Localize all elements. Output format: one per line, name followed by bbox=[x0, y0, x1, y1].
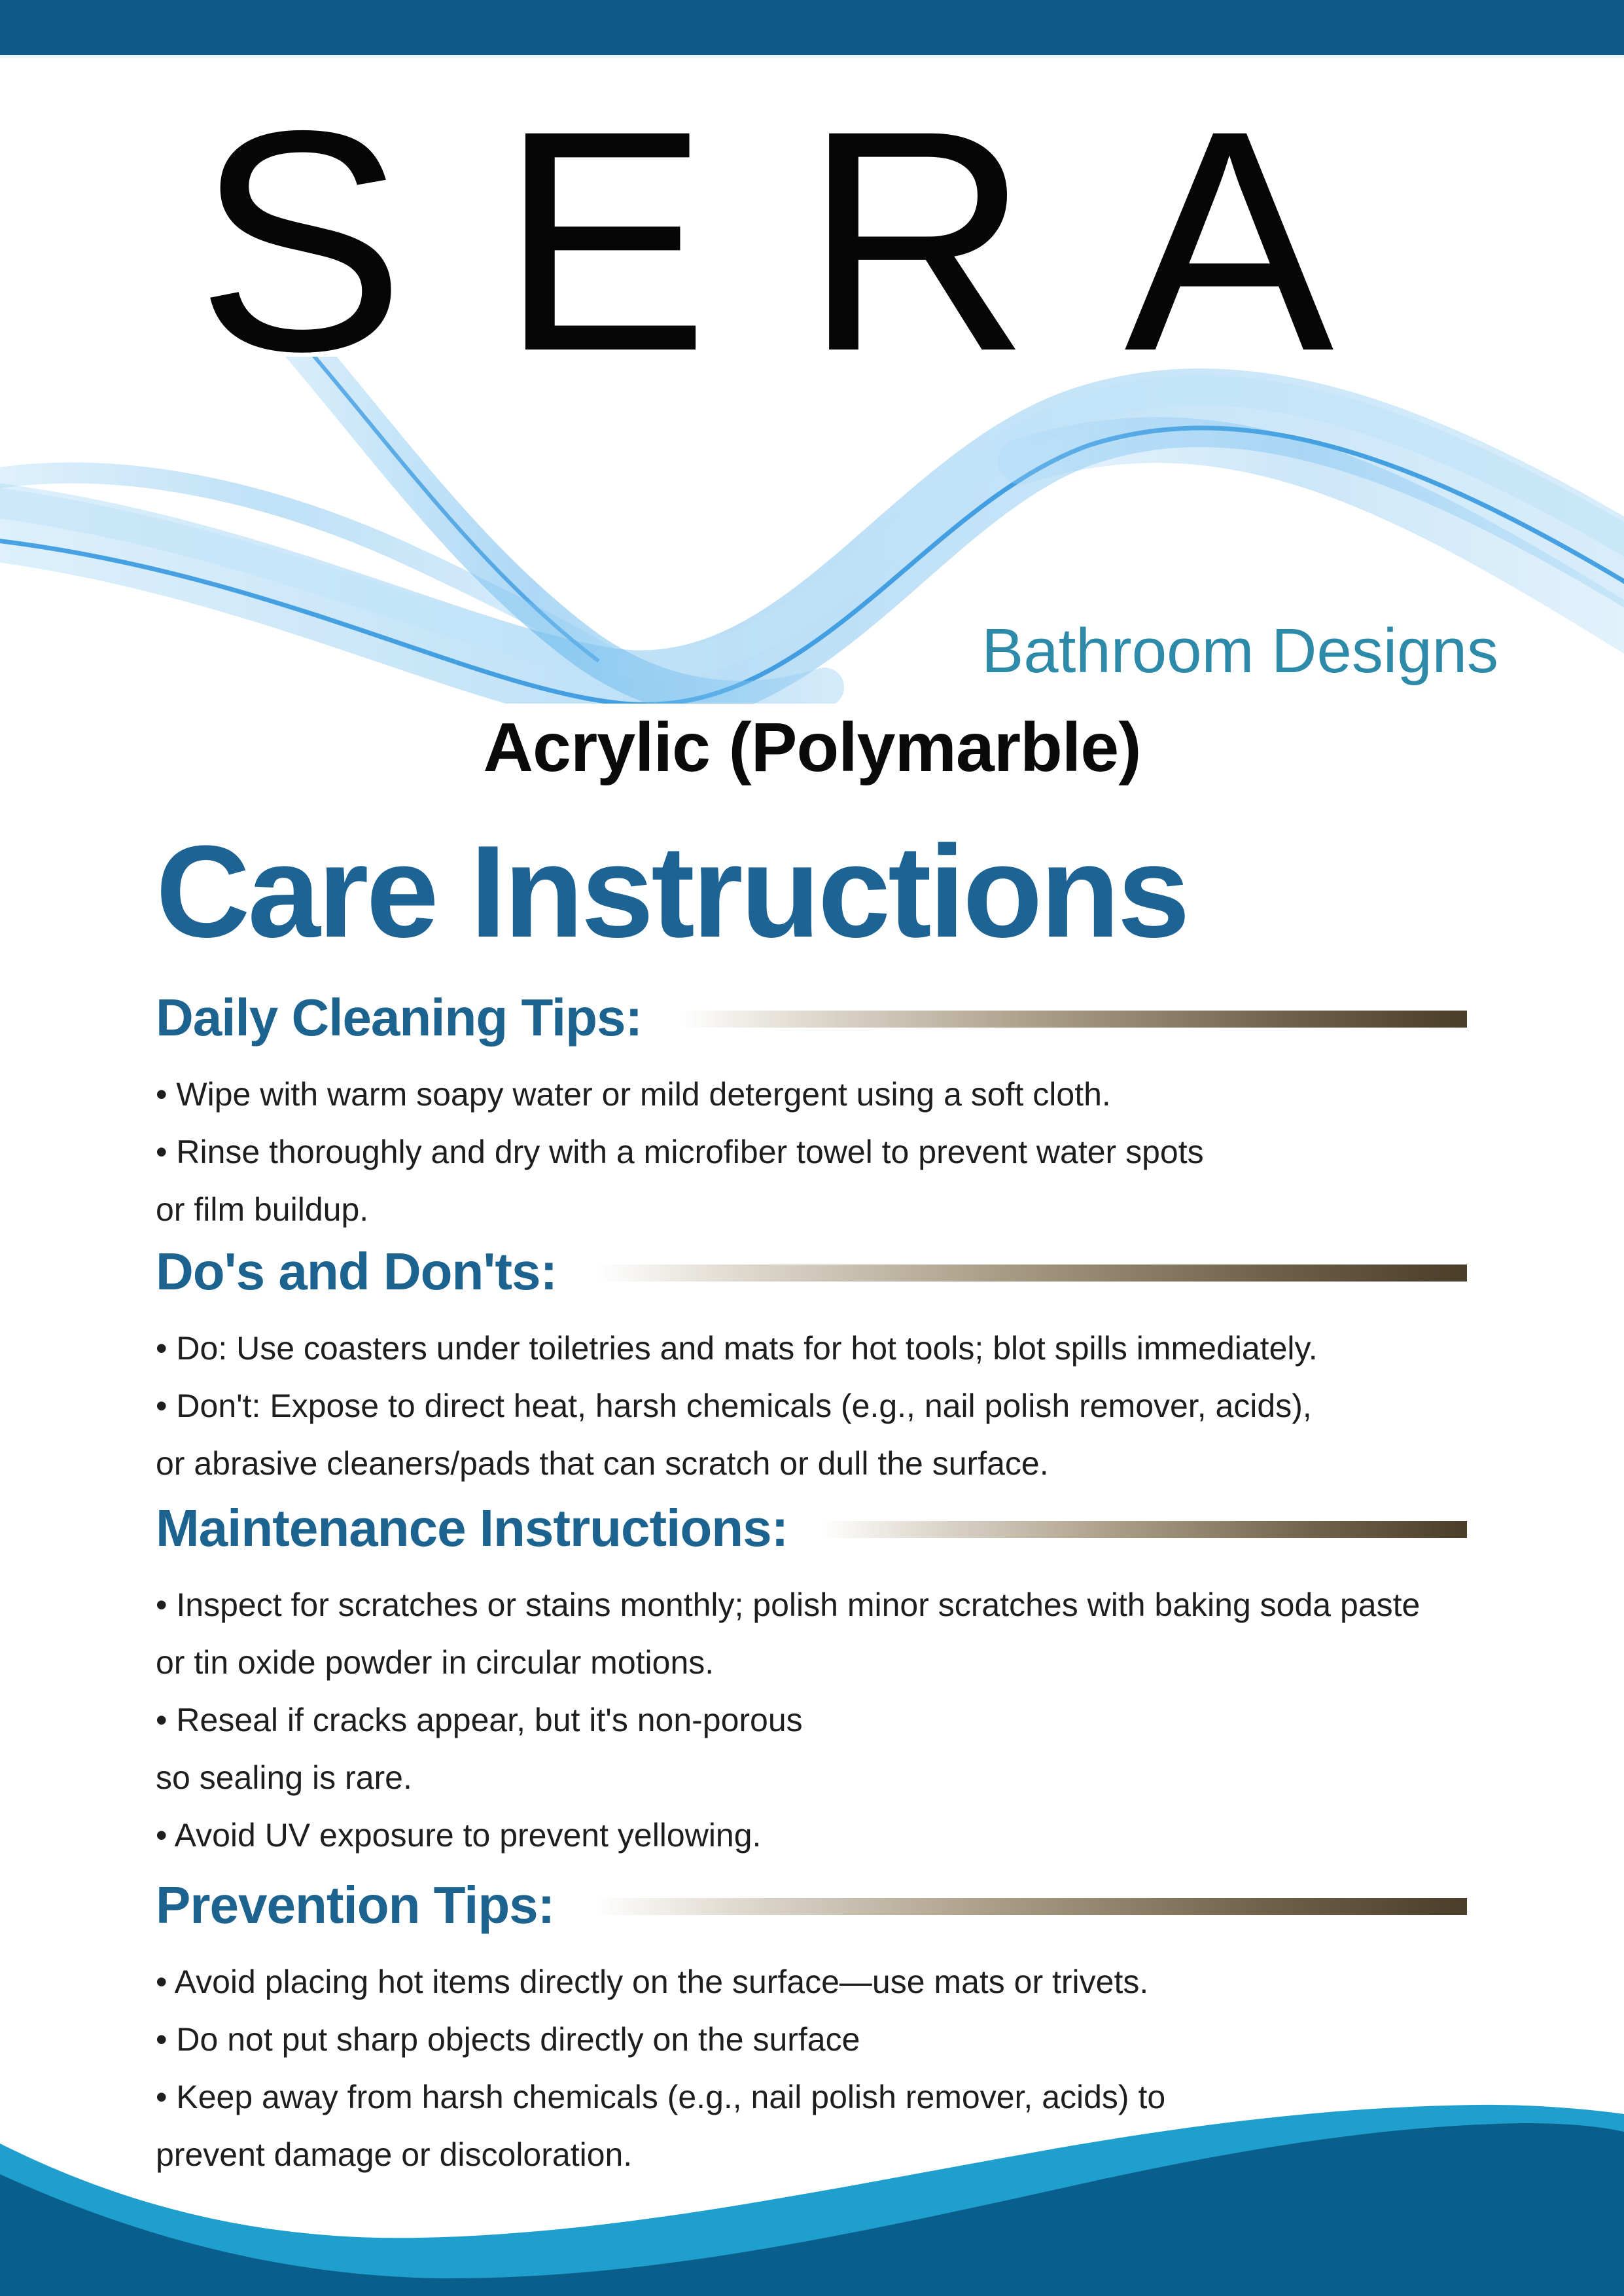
section-heading: Daily Cleaning Tips: bbox=[156, 988, 643, 1047]
section-heading: Prevention Tips: bbox=[156, 1876, 555, 1934]
heading-gradient-bar bbox=[567, 1898, 1467, 1915]
section-heading: Do's and Don'ts: bbox=[156, 1242, 557, 1300]
section-heading: Maintenance Instructions: bbox=[156, 1499, 788, 1557]
bullet-line: • Keep away from harsh chemicals (e.g., nail polish remover, acids) to bbox=[156, 2079, 1166, 2115]
bullet-line: • Don't: Expose to direct heat, harsh chemicals (e.g., nail polish remover, acids), bbox=[156, 1388, 1312, 1424]
bullet-line: or tin oxide powder in circular motions. bbox=[156, 1644, 715, 1681]
section-heading-row bbox=[156, 1499, 1467, 1558]
bullet-line: so sealing is rare. bbox=[156, 1759, 412, 1796]
section-heading-row bbox=[156, 988, 1467, 1047]
section-body bbox=[156, 1319, 1467, 1492]
bullet-line: • Reseal if cracks appear, but it's non-porous bbox=[156, 1702, 803, 1738]
section-dos-and-donts bbox=[156, 1242, 1467, 1492]
section-heading-row bbox=[156, 1242, 1467, 1301]
material-subtitle: Acrylic (Polymarble) bbox=[483, 709, 1141, 786]
heading-gradient-bar bbox=[801, 1521, 1467, 1538]
bullet-line: • Do not put sharp objects directly on the surface bbox=[156, 2021, 860, 2058]
bullet-line: or abrasive cleaners/pads that can scratch or dull the surface. bbox=[156, 1445, 1049, 1482]
brand-logo: SERA bbox=[196, 65, 1428, 416]
heading-gradient-bar bbox=[570, 1265, 1467, 1282]
bullet-line: • Do: Use coasters under toiletries and mats for hot tools; blot spills immediately. bbox=[156, 1330, 1318, 1367]
bullet-line: • Inspect for scratches or stains monthly; polish minor scratches with baking soda paste bbox=[156, 1587, 1421, 1623]
section-body bbox=[156, 1576, 1467, 1864]
section-daily-cleaning-tips bbox=[156, 988, 1467, 1238]
footer-wave-graphic bbox=[0, 2019, 1624, 2296]
section-body bbox=[156, 1066, 1467, 1238]
bullet-line: • Wipe with warm soapy water or mild detergent using a soft cloth. bbox=[156, 1076, 1111, 1113]
bullet-line: • Rinse thoroughly and dry with a microfiber towel to prevent water spots bbox=[156, 1134, 1204, 1170]
bullet-line: • Avoid placing hot items directly on the surface—use mats or trivets. bbox=[156, 1964, 1149, 2000]
top-bar bbox=[0, 0, 1624, 58]
section-maintenance-instructions bbox=[156, 1499, 1467, 1864]
page-title: Care Instructions bbox=[156, 819, 1188, 965]
brand-tagline: Bathroom Designs bbox=[981, 616, 1498, 686]
section-heading-row bbox=[156, 1876, 1467, 1935]
heading-gradient-bar bbox=[655, 1011, 1467, 1028]
bullet-line: • Avoid UV exposure to prevent yellowing. bbox=[156, 1817, 762, 1854]
bullet-line: or film buildup. bbox=[156, 1191, 369, 1228]
bullet-line: prevent damage or discoloration. bbox=[156, 2136, 633, 2173]
